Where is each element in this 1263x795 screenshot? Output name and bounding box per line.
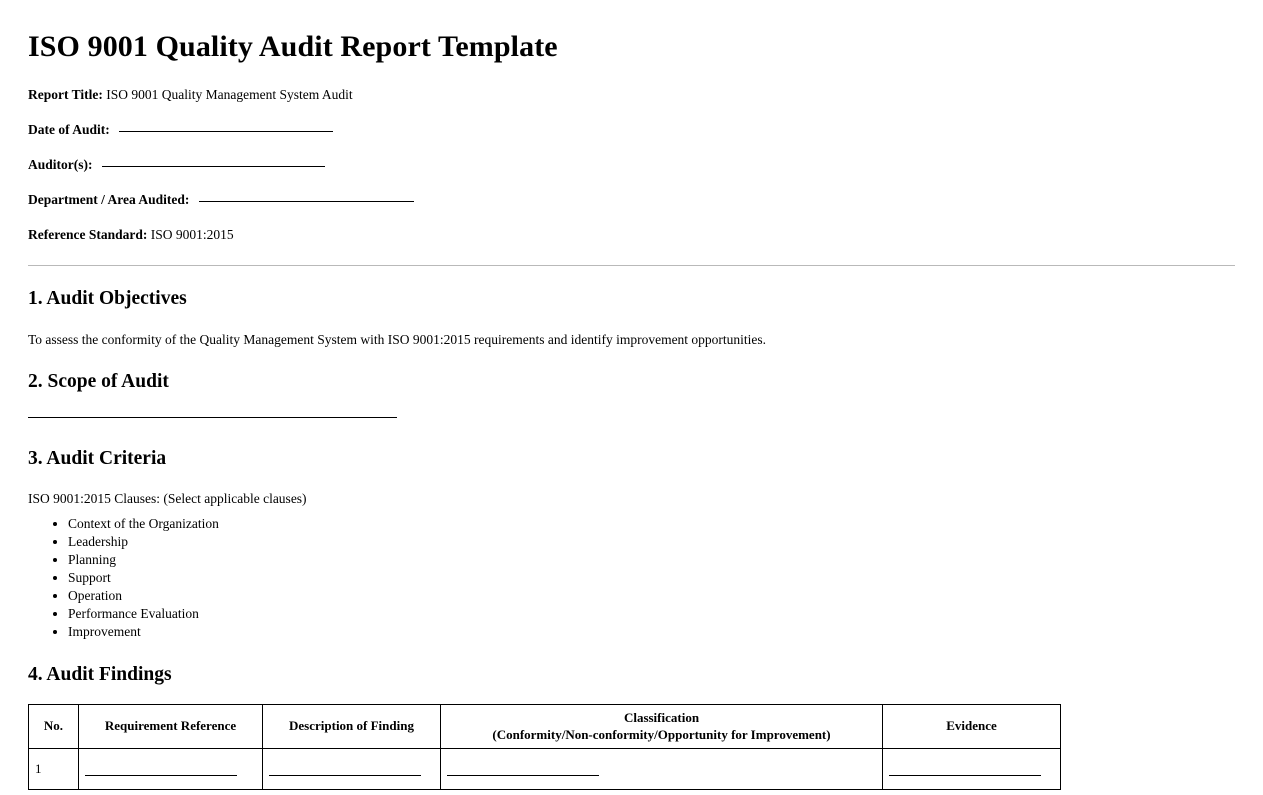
meta-value-reference-standard: ISO 9001:2015 — [150, 227, 234, 243]
requirement-reference-blank-line[interactable] — [85, 761, 237, 776]
column-header-evidence: Evidence — [883, 705, 1061, 749]
meta-label-date-of-audit: Date of Audit: — [28, 121, 110, 137]
report-metadata — [28, 87, 1235, 244]
classification-blank-line[interactable] — [447, 761, 599, 776]
clause-list — [28, 515, 1235, 641]
section-heading-audit-objectives: 1. Audit Objectives — [28, 288, 187, 310]
column-header-description-of-finding: Description of Finding — [263, 705, 441, 749]
audit-findings-table — [28, 704, 1061, 790]
description-blank-line[interactable] — [269, 761, 421, 776]
evidence-blank-line[interactable] — [889, 761, 1041, 776]
list-item[interactable]: • Improvement — [68, 623, 1235, 641]
classification-title: Classification — [623, 710, 700, 726]
meta-label-report-title: Report Title: — [28, 86, 103, 102]
list-item[interactable]: • Planning — [68, 551, 1235, 569]
cell-description-of-finding[interactable] — [263, 748, 441, 789]
cell-requirement-reference[interactable] — [79, 748, 263, 789]
section-heading-audit-criteria: 3. Audit Criteria — [28, 448, 167, 470]
section-heading-scope-of-audit: 2. Scope of Audit — [28, 370, 169, 392]
meta-label-department: Department / Area Audited: — [28, 192, 190, 208]
meta-row-date-of-audit — [28, 122, 1235, 138]
column-header-no: No. — [29, 705, 79, 749]
column-header-requirement-reference: Requirement Reference — [79, 705, 263, 749]
meta-value-report-title: ISO 9001 Quality Management System Audit — [106, 86, 353, 102]
date-of-audit-blank-line[interactable] — [119, 131, 333, 132]
header-divider — [28, 265, 1235, 266]
meta-row-auditors — [28, 157, 1235, 173]
list-item[interactable]: • Performance Evaluation — [68, 605, 1235, 623]
meta-label-auditors: Auditor(s): — [28, 156, 93, 172]
meta-row-reference-standard — [28, 227, 1235, 243]
audit-criteria-intro: ISO 9001:2015 Clauses: (Select applicable clauses) — [28, 491, 307, 507]
department-blank-line[interactable] — [199, 201, 414, 202]
cell-evidence[interactable] — [883, 748, 1061, 789]
classification-subtitle: (Conformity/Non-conformity/Opportunity for Improvement) — [492, 726, 831, 742]
cell-row-number: 1 — [29, 748, 79, 789]
meta-row-department — [28, 192, 1235, 208]
list-item[interactable]: • Context of the Organization — [68, 515, 1235, 533]
meta-label-reference-standard: Reference Standard: — [28, 227, 148, 243]
meta-row-report-title — [28, 87, 1235, 103]
cell-classification[interactable] — [441, 748, 883, 789]
auditors-blank-line[interactable] — [102, 166, 325, 167]
list-item[interactable]: • Operation — [68, 587, 1235, 605]
section-heading-audit-findings: 4. Audit Findings — [28, 664, 172, 686]
list-item[interactable]: • Support — [68, 569, 1235, 587]
scope-spacer — [28, 418, 1235, 426]
column-header-classification — [441, 705, 883, 749]
table-header-row — [29, 705, 1061, 749]
page-title: ISO 9001 Quality Audit Report Template — [28, 30, 558, 63]
table-row — [29, 748, 1061, 789]
audit-objectives-text: To assess the conformity of the Quality Management System with ISO 9001:2015 requirements and identify improvement opportunities. — [28, 331, 767, 347]
list-item[interactable]: • Leadership — [68, 533, 1235, 551]
